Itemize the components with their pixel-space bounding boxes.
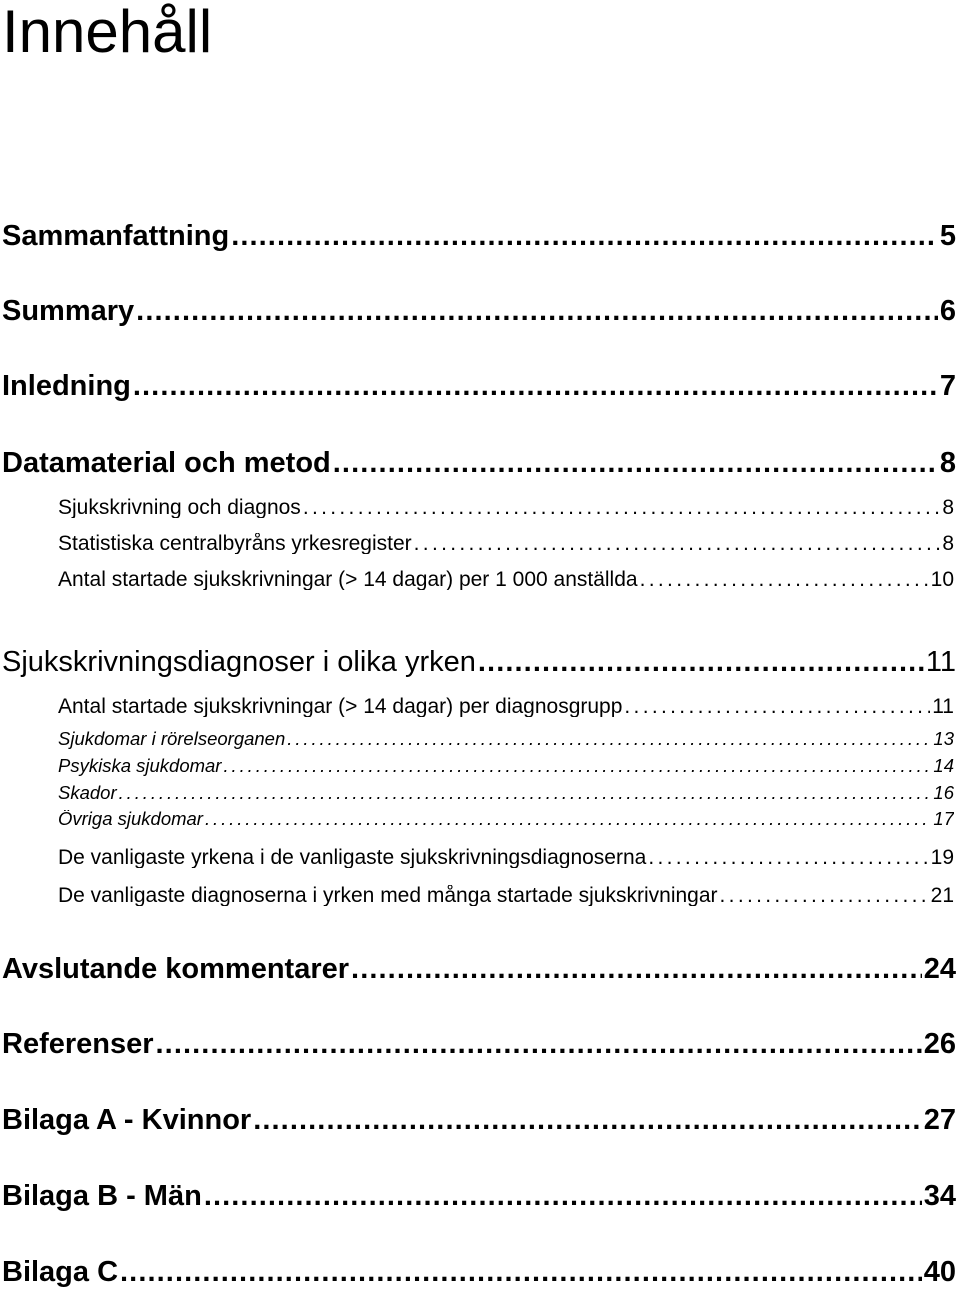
dot-leader [133,372,938,401]
toc-entry-label: Bilaga B - Män [2,1182,202,1211]
dot-leader [640,569,929,590]
toc-entry-label: Antal startade sjukskrivningar (> 14 dagar) per 1 000 anställda [58,569,638,590]
dot-leader [351,955,922,984]
toc-entry-inledning[interactable] [2,372,956,401]
toc-entry-referenser[interactable] [2,1030,956,1059]
toc-entry-label: Antal startade sjukskrivningar (> 14 dagar) per diagnosgrupp [58,696,623,717]
toc-entry-page: 13 [933,730,954,749]
toc-entry-page: 7 [939,372,956,401]
toc-entry-label: De vanligaste diagnoserna i yrken med många startade sjukskrivningar [58,885,718,906]
toc-entry-page: 19 [930,847,954,868]
dot-leader [120,1258,922,1287]
toc-entry-bilaga-b-man[interactable] [2,1182,956,1211]
toc-entry-page: 6 [939,297,956,326]
dot-leader [205,810,931,829]
toc-entry-skador[interactable] [58,784,954,803]
toc-entry-psykiska-sjukdomar[interactable] [58,757,954,776]
toc-entry-page: 8 [942,497,954,518]
toc-entry-label: Avslutande kommentarer [2,955,350,984]
toc-entry-bilaga-c[interactable] [2,1258,956,1287]
dot-leader [720,885,929,906]
dot-leader [287,730,931,749]
toc-entry-bilaga-a-kvinnor[interactable] [2,1106,956,1135]
dot-leader [204,1182,922,1211]
toc-entry-page: 17 [933,810,954,829]
toc-entry-label: Sjukdomar i rörelseorganen [58,730,286,749]
dot-leader [624,696,930,717]
toc-entry-page: 27 [923,1106,956,1135]
dot-leader [253,1106,922,1135]
toc-entry-label: Bilaga A - Kvinnor [2,1106,252,1135]
toc-entry-antal-per-diagnosgrupp[interactable] [58,696,954,717]
toc-entry-statistiska-centralbyrans-yrkesregister[interactable] [58,533,954,554]
toc-entry-page: 24 [923,955,956,984]
toc-entry-label: Summary [2,297,135,326]
dot-leader [478,648,924,677]
dot-leader [303,497,941,518]
toc-entry-label: Datamaterial och metod [2,449,331,478]
toc-entry-label: Psykiska sjukdomar [58,757,222,776]
toc-entry-page: 40 [923,1258,956,1287]
toc-entry-page: 11 [932,696,954,717]
toc-entry-sjukdomar-i-rorelseorganen[interactable] [58,730,954,749]
dot-leader [119,784,932,803]
dot-leader [136,297,938,326]
toc-entry-label: Sammanfattning [2,222,230,251]
toc-entry-datamaterial-och-metod[interactable] [2,449,956,478]
toc-entry-label: Bilaga C [2,1258,119,1287]
dot-leader [333,449,938,478]
toc-entry-page: 26 [923,1030,956,1059]
toc-entry-page: 8 [939,449,956,478]
toc-entry-sammanfattning[interactable] [2,222,956,251]
dot-leader [414,533,941,554]
toc-entry-label: Referenser [2,1030,154,1059]
toc-entry-vanligaste-yrkena[interactable] [58,847,954,868]
toc-entry-vanligaste-diagnoserna[interactable] [58,885,954,906]
toc-entry-label: Sjukskrivning och diagnos [58,497,301,518]
toc-entry-label: Övriga sjukdomar [58,810,203,829]
toc-entry-label: Sjukskrivningsdiagnoser i olika yrken [2,648,476,677]
dot-leader [156,1030,922,1059]
toc-entry-page: 16 [933,784,954,803]
toc-entry-page: 8 [942,533,954,554]
toc-entry-page: 11 [925,648,956,677]
page-title: Innehåll [2,0,213,65]
toc-entry-antal-per-1000-anstallda[interactable] [58,569,954,590]
toc-entry-sjukskrivningsdiagnoser-i-olika-yrken[interactable] [2,648,956,677]
toc-entry-page: 21 [930,885,954,906]
toc-entry-label: Skador [58,784,117,803]
toc-entry-summary[interactable] [2,297,956,326]
toc-entry-page: 34 [923,1182,956,1211]
dot-leader [231,222,938,251]
dot-leader [648,847,928,868]
toc-entry-page: 5 [939,222,956,251]
toc-entry-page: 14 [933,757,954,776]
toc-entry-label: Statistiska centralbyråns yrkesregister [58,533,412,554]
toc-entry-label: De vanligaste yrkena i de vanligaste sjukskrivningsdiagnoserna [58,847,647,868]
toc-entry-sjukskrivning-och-diagnos[interactable] [58,497,954,518]
dot-leader [223,757,931,776]
toc-entry-label: Inledning [2,372,131,401]
toc-entry-ovriga-sjukdomar[interactable] [58,810,954,829]
toc-entry-page: 10 [930,569,954,590]
toc-entry-avslutande-kommentarer[interactable] [2,955,956,984]
